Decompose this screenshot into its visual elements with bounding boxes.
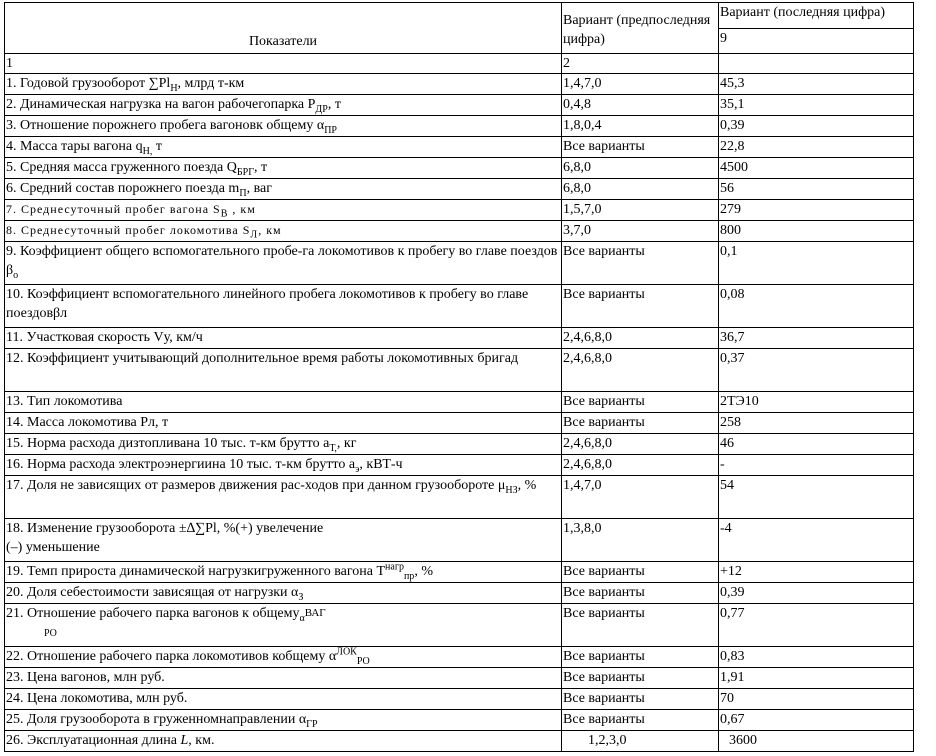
indicator-label: 23. Цена вагонов, млн руб. — [6, 670, 165, 685]
indicator-subscript: НЗ — [505, 484, 518, 496]
value-cell: - — [719, 455, 914, 476]
indicator-label: 9. Коэффициент общего вспомогательного пробе-га локомотивов к пробегу во главе поездов β — [6, 244, 558, 278]
value-cell: 54 — [719, 476, 914, 519]
value-cell: 0,83 — [719, 647, 914, 668]
indicator-label: 16. Норма расхода электроэнергиина 10 тыс. т-км брутто a — [6, 457, 356, 472]
table-row — [5, 242, 914, 285]
indicator-label: 2. Динамическая нагрузка на вагон рабочегопарка Р — [6, 97, 316, 112]
table-row — [5, 74, 914, 95]
indicator-cell — [5, 392, 562, 413]
value-cell: 258 — [719, 413, 914, 434]
indicator-unit: , т — [327, 97, 341, 112]
indicator-cell — [5, 476, 562, 519]
value-cell: 0,39 — [719, 116, 914, 137]
value-cell: 0,67 — [719, 710, 914, 731]
variants-cell: 1,4,7,0 — [562, 476, 719, 519]
variants-cell: Все варианты — [562, 413, 719, 434]
indicator-unit: , % — [517, 478, 537, 493]
indicator-label: 19. Темп прироста динамической нагрузкигруженного вагона Т — [6, 564, 386, 579]
variants-cell: 6,8,0 — [562, 179, 719, 200]
table-row — [5, 285, 914, 328]
indicator-label: 12. Коэффициент учитывающий дополнительное время работы локомотивных бригад — [6, 351, 519, 366]
header-last-digit-value: 9 — [719, 28, 914, 54]
table-row — [5, 392, 914, 413]
table-row — [5, 604, 914, 647]
variants-cell: 2,4,6,8,0 — [562, 328, 719, 349]
indicator-label: 17. Доля не зависящих от размеров движения рас-ходов при данном грузообороте μ — [6, 478, 506, 493]
indicator-cell — [5, 519, 562, 562]
indicator-cell — [5, 583, 562, 604]
indicator-label: 14. Масса локомотива Рл, т — [6, 415, 169, 430]
indicator-cell — [5, 200, 562, 221]
indicator-subscript: ПР — [324, 124, 337, 136]
indicator-label: 22. Отношение рабочего парка локомотивов кобщему α — [6, 649, 337, 664]
table-row — [5, 328, 914, 349]
indicator-italic: L — [180, 733, 189, 748]
indicator-label: 20. Доля себестоимости зависящая от нагрузки α — [6, 585, 299, 600]
value-cell: 70 — [719, 689, 914, 710]
value-cell: 1,91 — [719, 668, 914, 689]
index-col-2: 2 — [562, 54, 719, 74]
variants-cell: Все варианты — [562, 689, 719, 710]
indicator-subscript: РО — [356, 655, 370, 667]
table-row — [5, 731, 914, 752]
indicator-cell — [5, 74, 562, 95]
indicator-label: 26. Эксплуатационная длина — [6, 733, 181, 748]
indicator-cell — [5, 413, 562, 434]
indicator-label: 8. Среднесуточный пробег локомотива S — [6, 223, 251, 237]
indicator-subscript: α — [299, 612, 305, 624]
variants-cell: 1,2,3,0 — [562, 731, 719, 752]
variants-cell: 1,5,7,0 — [562, 200, 719, 221]
value-cell: 4500 — [719, 158, 914, 179]
indicator-cell — [5, 689, 562, 710]
table-row — [5, 689, 914, 710]
index-row — [5, 54, 914, 74]
table-row — [5, 455, 914, 476]
indicator-subscript: ГР — [306, 718, 318, 730]
indicator-label: 15. Норма расхода дизтопливана 10 тыс. т-км брутто a — [6, 436, 330, 451]
table-row — [5, 476, 914, 519]
index-col-1: 1 — [5, 54, 562, 74]
indicator-cell — [5, 158, 562, 179]
indicator-cell — [5, 179, 562, 200]
indicator-label-line2: РО — [44, 628, 57, 639]
indicator-cell — [5, 116, 562, 137]
data-table — [4, 2, 914, 752]
indicator-cell — [5, 455, 562, 476]
indicator-cell — [5, 328, 562, 349]
indicator-subscript: Л — [250, 229, 259, 241]
variants-cell: Все варианты — [562, 285, 719, 328]
variants-cell: 3,7,0 — [562, 221, 719, 242]
value-cell: 279 — [719, 200, 914, 221]
indicator-subscript: В — [220, 208, 229, 220]
indicator-unit: , км — [228, 202, 256, 216]
indicator-unit: , млрд т-км — [177, 76, 245, 91]
indicator-label: 11. Участковая скорость Vу, км/ч — [6, 330, 203, 345]
variants-cell: 2,4,6,8,0 — [562, 349, 719, 392]
variants-cell: 0,4,8 — [562, 95, 719, 116]
indicator-label: 5. Средняя масса груженного поезда Q — [6, 160, 237, 175]
value-cell: 2ТЭ10 — [719, 392, 914, 413]
variants-cell: Все варианты — [562, 668, 719, 689]
indicator-unit: , т — [253, 160, 268, 175]
indicator-cell — [5, 242, 562, 285]
variants-cell: Все варианты — [562, 583, 719, 604]
indicator-subscript: БРГ — [236, 166, 254, 178]
table-row — [5, 434, 914, 455]
variants-cell: Все варианты — [562, 242, 719, 285]
variants-cell: Все варианты — [562, 562, 719, 583]
indicator-subscript: ДР — [315, 103, 328, 115]
variants-cell: 6,8,0 — [562, 158, 719, 179]
variants-cell: 1,3,8,0 — [562, 519, 719, 562]
indicator-unit: , кг — [336, 436, 357, 451]
value-cell: 46 — [719, 434, 914, 455]
indicator-label: 25. Доля грузооборота в груженномнаправлении α — [6, 712, 307, 727]
indicator-cell — [5, 710, 562, 731]
variants-cell: 1,4,7,0 — [562, 74, 719, 95]
indicator-label: 4. Масса тары вагона q — [6, 139, 143, 154]
variants-cell: Все варианты — [562, 604, 719, 647]
value-cell: 45,3 — [719, 74, 914, 95]
indicator-superscript: ЛОК — [336, 646, 357, 658]
table-row — [5, 221, 914, 242]
table-row — [5, 95, 914, 116]
value-cell: 36,7 — [719, 328, 914, 349]
indicator-subscript: пр — [403, 570, 415, 582]
table-row — [5, 413, 914, 434]
indicator-subscript: П — [239, 187, 247, 199]
indicator-cell — [5, 604, 562, 647]
indicator-label: 7. Среднесуточный пробег вагона S — [6, 202, 221, 216]
value-cell: 22,8 — [719, 137, 914, 158]
variants-cell: Все варианты — [562, 137, 719, 158]
indicator-subscript: З — [298, 591, 304, 603]
indicator-unit: ВАГ — [304, 607, 326, 619]
indicator-cell — [5, 731, 562, 752]
table-row — [5, 710, 914, 731]
value-cell: 0,1 — [719, 242, 914, 285]
indicator-unit: , ваг — [246, 181, 272, 196]
value-cell: 35,1 — [719, 95, 914, 116]
index-col-3 — [719, 54, 914, 74]
variants-cell: Все варианты — [562, 647, 719, 668]
indicator-label: 3. Отношение порожнего пробега вагоновк общему α — [6, 118, 325, 133]
header-indicators: Показатели — [5, 3, 562, 54]
header-last-digit: Вариант (последняя цифра) — [719, 3, 914, 29]
indicator-superscript: нагр — [385, 561, 404, 573]
table-row — [5, 647, 914, 668]
table-row — [5, 583, 914, 604]
table-row — [5, 668, 914, 689]
table-row — [5, 179, 914, 200]
variants-cell: 1,8,0,4 — [562, 116, 719, 137]
table-row — [5, 200, 914, 221]
value-cell: +12 — [719, 562, 914, 583]
variants-cell: Все варианты — [562, 392, 719, 413]
indicator-cell — [5, 647, 562, 668]
variants-cell: 2,4,6,8,0 — [562, 455, 719, 476]
indicator-cell — [5, 434, 562, 455]
table-row — [5, 116, 914, 137]
table-row — [5, 519, 914, 562]
indicator-label: 18. Изменение грузооборота ±∆∑Pl, %(+) увелечение — [6, 521, 324, 536]
value-cell: 0,77 — [719, 604, 914, 647]
indicator-cell — [5, 221, 562, 242]
indicator-subscript: э — [355, 463, 360, 475]
indicator-subscript: Н — [170, 82, 178, 94]
indicator-unit: , % — [414, 564, 433, 579]
indicator-label-line2: (–) уменьшение — [6, 540, 100, 555]
indicator-label: 13. Тип локомотива — [6, 394, 123, 409]
indicator-label: 6. Средний состав порожнего поезда m — [6, 181, 240, 196]
table-body — [5, 74, 914, 752]
indicator-cell — [5, 95, 562, 116]
variants-cell: Все варианты — [562, 710, 719, 731]
indicator-subscript: Т, — [329, 442, 337, 454]
header-row — [5, 3, 914, 29]
indicator-unit: т — [152, 139, 162, 154]
header-penultimate-digit: Вариант (предпоследняя цифра) — [562, 3, 719, 54]
indicator-label: 24. Цена локомотива, млн руб. — [6, 691, 188, 706]
value-cell: -4 — [719, 519, 914, 562]
value-cell: 0,37 — [719, 349, 914, 392]
indicator-cell — [5, 562, 562, 583]
table-row — [5, 562, 914, 583]
indicator-cell — [5, 285, 562, 328]
indicator-unit: , км. — [188, 733, 215, 748]
indicator-subscript: о — [13, 269, 19, 281]
indicator-cell — [5, 137, 562, 158]
indicator-label: 1. Годовой грузооборот ∑Pl — [6, 76, 171, 91]
value-cell: 800 — [719, 221, 914, 242]
indicator-unit: , кВТ-ч — [359, 457, 403, 472]
indicator-subscript: Н, — [142, 145, 153, 157]
indicator-label: 10. Коэффициент вспомогательного линейного пробега локомотивов к пробегу во главе поездовβл — [6, 287, 529, 321]
indicator-cell — [5, 349, 562, 392]
value-cell: 0,39 — [719, 583, 914, 604]
value-cell: 3600 — [719, 731, 914, 752]
variants-cell: 2,4,6,8,0 — [562, 434, 719, 455]
table-row — [5, 158, 914, 179]
indicator-cell — [5, 668, 562, 689]
value-cell: 0,08 — [719, 285, 914, 328]
table-row — [5, 137, 914, 158]
table-row — [5, 349, 914, 392]
indicator-unit: , км — [258, 223, 282, 237]
value-cell: 56 — [719, 179, 914, 200]
indicator-label: 21. Отношение рабочего парка вагонов к общему — [6, 606, 300, 621]
